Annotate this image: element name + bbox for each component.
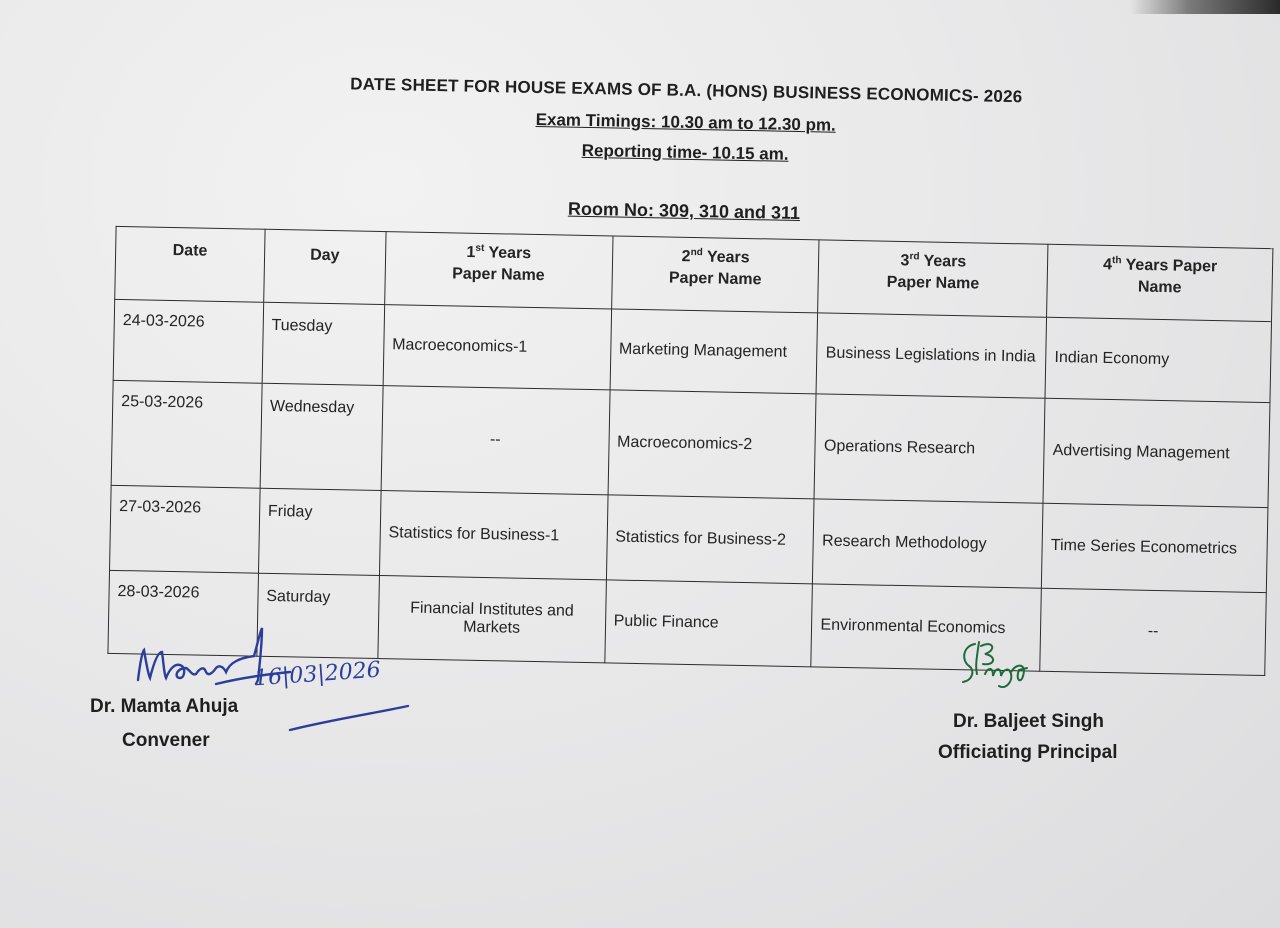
header-y2-rest: Years [702, 248, 750, 267]
room-numbers [304, 194, 1064, 230]
header-y3-sup: rd [909, 251, 920, 263]
header-y4-sup: th [1111, 255, 1122, 267]
reporting-time-text: Reporting time- 10.15 am. [581, 140, 789, 164]
header-y3-line2: Paper Name [886, 274, 980, 293]
header-y3-rest: Years [919, 252, 967, 271]
cell-day: Wednesday [260, 383, 383, 490]
convener-name: Dr. Mamta Ahuja [90, 696, 239, 717]
header-y1-line2: Paper Name [452, 265, 545, 285]
header-y1-ord: 1 [466, 243, 476, 262]
header-y2-ord: 2 [681, 248, 691, 266]
principal-role: Officiating Principal [938, 742, 1118, 763]
exam-timings [306, 106, 1066, 141]
signature-date: 16|03|2026 [253, 657, 382, 692]
cell-fourth-year: -- [1040, 588, 1266, 675]
cell-first-year: Statistics for Business-1 [379, 491, 607, 580]
cell-third-year: Operations Research [814, 394, 1045, 503]
cell-second-year: Statistics for Business-2 [606, 495, 814, 584]
cell-second-year: Public Finance [604, 580, 812, 667]
header-y1-sup: st [475, 242, 485, 254]
cell-day: Saturday [257, 573, 380, 658]
header-date: Date [115, 226, 265, 302]
header-day: Day [263, 229, 385, 304]
header-y4-ord: 4 [1102, 256, 1113, 274]
reporting-time [305, 136, 1065, 171]
cell-date: 27-03-2026 [110, 485, 260, 573]
header-y2-sup: nd [690, 246, 703, 259]
cell-first-year: Financial Institutes and Markets [378, 576, 606, 663]
header-y2-line2: Paper Name [668, 269, 762, 289]
header-third-year [818, 240, 1048, 317]
cell-date: 28-03-2026 [108, 570, 258, 656]
cell-day: Tuesday [262, 302, 384, 385]
cell-fourth-year: Time Series Econometrics [1042, 503, 1268, 592]
cell-third-year: Environmental Economics [811, 584, 1041, 671]
header-second-year [611, 236, 819, 313]
cell-date: 24-03-2026 [113, 299, 263, 383]
exam-timings-text: Exam Timings: 10.30 am to 12.30 pm. [535, 109, 836, 135]
room-numbers-text: Room No: 309, 310 and 311 [567, 198, 801, 224]
header-y4-line2: Name [1137, 278, 1182, 297]
header-y1-rest: Years [484, 244, 532, 263]
cell-fourth-year: Advertising Management [1043, 398, 1270, 507]
convener-role: Convener [122, 730, 210, 751]
cell-first-year: -- [381, 386, 610, 495]
cell-date: 25-03-2026 [111, 380, 262, 488]
principal-signature [955, 636, 1045, 706]
cell-first-year: Macroeconomics-1 [383, 305, 611, 390]
signature-underline [290, 706, 408, 730]
header-first-year [384, 232, 612, 309]
cell-third-year: Business Legislations in India [816, 313, 1046, 398]
header-y4-rest: Years Paper [1121, 256, 1218, 276]
header-fourth-year [1047, 244, 1273, 321]
cell-day: Friday [258, 488, 381, 575]
exam-schedule-table [107, 226, 1273, 676]
signature-stroke [963, 642, 1027, 687]
cell-second-year: Macroeconomics-2 [608, 390, 817, 499]
header-y3-ord: 3 [900, 252, 910, 270]
document-title: DATE SHEET FOR HOUSE EXAMS OF B.A. (HONS) BUSINESS ECONOMICS- 2026 [350, 74, 1023, 107]
cell-second-year: Marketing Management [610, 309, 818, 394]
cell-third-year: Research Methodology [813, 499, 1043, 588]
cell-fourth-year: Indian Economy [1045, 317, 1271, 402]
principal-name: Dr. Baljeet Singh [953, 711, 1104, 732]
